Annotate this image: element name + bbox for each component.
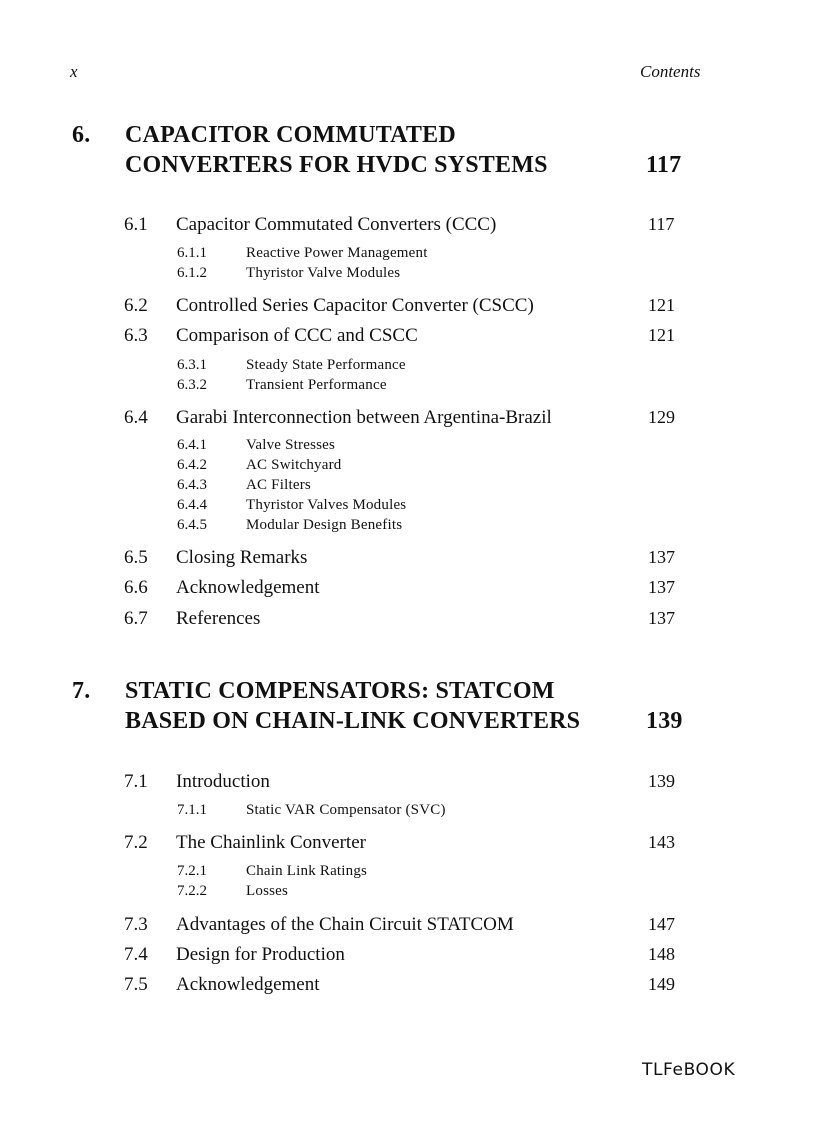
subsection-number: 6.4.4 <box>177 497 207 513</box>
section-number: 6.4 <box>124 407 148 428</box>
section-number: 7.2 <box>124 832 148 853</box>
section-number: 6.3 <box>124 325 148 346</box>
subsection-number: 6.3.2 <box>177 377 207 393</box>
chapter-title-line: CAPACITOR COMMUTATED <box>125 122 456 148</box>
subsection-title: AC Filters <box>246 477 311 493</box>
chapter-page-number: 139 <box>646 708 683 734</box>
subsection-number: 6.4.1 <box>177 437 207 453</box>
section-page-number: 148 <box>648 944 675 964</box>
subsection-title: Losses <box>246 883 289 899</box>
subsection-title: Reactive Power Management <box>246 245 428 261</box>
section-page-number: 143 <box>648 832 675 852</box>
section-title: Introduction <box>176 771 270 792</box>
chapter-title-line: BASED ON CHAIN-LINK CONVERTERS <box>125 708 581 734</box>
section-number: 6.5 <box>124 547 148 568</box>
subsection-number: 6.1.1 <box>177 245 207 261</box>
subsection-number: 6.4.2 <box>177 457 207 473</box>
subsection-title: Steady State Performance <box>246 357 406 373</box>
running-head-page-number: x <box>70 62 78 81</box>
section-page-number: 129 <box>648 407 675 427</box>
chapter-title-line: STATIC COMPENSATORS: STATCOM <box>125 678 555 704</box>
section-number: 6.1 <box>124 214 148 235</box>
section-title: Acknowledgement <box>176 577 320 598</box>
subsection-number: 7.2.2 <box>177 883 207 899</box>
section-number: 7.5 <box>124 974 148 995</box>
section-number: 6.7 <box>124 608 148 629</box>
chapter-number: 7. <box>72 678 91 704</box>
section-title: Design for Production <box>176 944 345 965</box>
subsection-title: AC Switchyard <box>246 457 342 473</box>
footer-watermark: TLFeBOOK <box>642 1060 736 1080</box>
section-page-number: 137 <box>648 608 675 628</box>
subsection-title: Static VAR Compensator (SVC) <box>246 802 446 818</box>
subsection-title: Valve Stresses <box>246 437 336 453</box>
section-title: Garabi Interconnection between Argentina-Brazil <box>176 407 552 428</box>
chapter-number: 6. <box>72 122 91 148</box>
subsection-title: Thyristor Valve Modules <box>246 265 401 281</box>
subsection-number: 6.1.2 <box>177 265 207 281</box>
section-title: Acknowledgement <box>176 974 320 995</box>
section-title: Closing Remarks <box>176 547 308 568</box>
subsection-title: Modular Design Benefits <box>246 517 403 533</box>
section-number: 7.4 <box>124 944 148 965</box>
section-number: 6.6 <box>124 577 148 598</box>
section-page-number: 149 <box>648 974 675 994</box>
subsection-title: Chain Link Ratings <box>246 863 368 879</box>
chapter-page-number: 117 <box>646 152 682 178</box>
subsection-number: 6.3.1 <box>177 357 207 373</box>
section-title: Capacitor Commutated Converters (CCC) <box>176 214 497 235</box>
subsection-title: Transient Performance <box>246 377 387 393</box>
subsection-number: 6.4.3 <box>177 477 207 493</box>
section-title: Comparison of CCC and CSCC <box>176 325 418 346</box>
section-title: Advantages of the Chain Circuit STATCOM <box>176 914 514 935</box>
running-head-title: Contents <box>640 62 701 81</box>
section-page-number: 121 <box>648 295 675 315</box>
subsection-number: 6.4.5 <box>177 517 207 533</box>
section-page-number: 139 <box>648 771 675 791</box>
subsection-number: 7.2.1 <box>177 863 207 879</box>
section-page-number: 137 <box>648 577 675 597</box>
section-title: Controlled Series Capacitor Converter (CSCC) <box>176 295 534 316</box>
section-number: 7.3 <box>124 914 148 935</box>
section-page-number: 121 <box>648 325 675 345</box>
section-page-number: 137 <box>648 547 675 567</box>
section-number: 7.1 <box>124 771 148 792</box>
section-title: References <box>176 608 261 629</box>
section-number: 6.2 <box>124 295 148 316</box>
section-page-number: 147 <box>648 914 675 934</box>
subsection-title: Thyristor Valves Modules <box>246 497 407 513</box>
chapter-title-line: CONVERTERS FOR HVDC SYSTEMS <box>125 152 548 178</box>
section-title: The Chainlink Converter <box>176 832 366 853</box>
subsection-number: 7.1.1 <box>177 802 207 818</box>
section-page-number: 117 <box>648 214 675 234</box>
